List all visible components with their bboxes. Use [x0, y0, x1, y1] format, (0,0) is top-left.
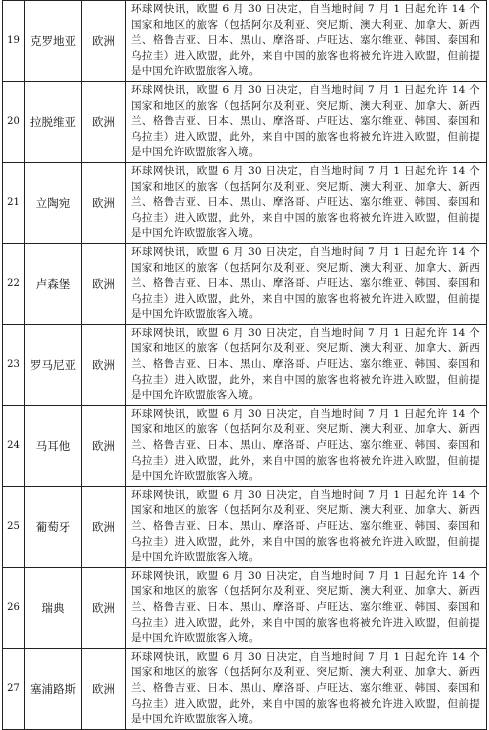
table-row	[3, 324, 487, 405]
policy-text: 环球网快讯，欧盟 6 月 30 日决定，自当地时间 7 月 1 日起允许 14 个国家和地区的旅客（包括阿尔及利亚、突尼斯、澳大利亚、加拿大、新西兰、格鲁吉亚、日本、黑山、摩洛哥、卢旺达、塞尔维亚、韩国、泰国和乌拉圭）进入欧盟，此外，来自中国的旅客也将被允许进入欧盟，但前提是中国允许欧盟旅客入境。	[126, 486, 487, 567]
policy-text: 环球网快讯，欧盟 6 月 30 日决定，自当地时间 7 月 1 日起允许 14 个国家和地区的旅客（包括阿尔及利亚、突尼斯、澳大利亚、加拿大、新西兰、格鲁吉亚、日本、黑山、摩洛哥、卢旺达、塞尔维亚、韩国、泰国和乌拉圭）进入欧盟，此外，来自中国的旅客也将被允许进入欧盟，但前提是中国允许欧盟旅客入境。	[126, 162, 487, 243]
region-name: 欧洲	[82, 243, 126, 324]
table-row	[3, 405, 487, 486]
table-row	[3, 243, 487, 324]
country-name: 拉脱维亚	[25, 81, 82, 162]
row-number: 21	[3, 162, 25, 243]
row-number: 24	[3, 405, 25, 486]
table-row	[3, 1, 487, 82]
region-name: 欧洲	[82, 324, 126, 405]
policy-text: 环球网快讯，欧盟 6 月 30 日决定，自当地时间 7 月 1 日起允许 14 个国家和地区的旅客（包括阿尔及利亚、突尼斯、澳大利亚、加拿大、新西兰、格鲁吉亚、日本、黑山、摩洛哥、卢旺达、塞尔维亚、韩国、泰国和乌拉圭）进入欧盟，此外，来自中国的旅客也将被允许进入欧盟，但前提是中国允许欧盟旅客入境。	[126, 243, 487, 324]
row-number: 25	[3, 486, 25, 567]
row-number: 26	[3, 567, 25, 648]
table-row	[3, 486, 487, 567]
policy-text: 环球网快讯，欧盟 6 月 30 日决定，自当地时间 7 月 1 日起允许 14 个国家和地区的旅客（包括阿尔及利亚、突尼斯、澳大利亚、加拿大、新西兰、格鲁吉亚、日本、黑山、摩洛哥、卢旺达、塞尔维亚、韩国、泰国和乌拉圭）进入欧盟，此外，来自中国的旅客也将被允许进入欧盟，但前提是中国允许欧盟旅客入境。	[126, 81, 487, 162]
row-number: 22	[3, 243, 25, 324]
policy-text: 环球网快讯，欧盟 6 月 30 日决定，自当地时间 7 月 1 日起允许 14 个国家和地区的旅客（包括阿尔及利亚、突尼斯、澳大利亚、加拿大、新西兰、格鲁吉亚、日本、黑山、摩洛哥、卢旺达、塞尔维亚、韩国、泰国和乌拉圭）进入欧盟，此外，来自中国的旅客也将被允许进入欧盟，但前提是中国允许欧盟旅客入境。	[126, 567, 487, 648]
country-name: 卢森堡	[25, 243, 82, 324]
table-row	[3, 81, 487, 162]
policy-text: 环球网快讯，欧盟 6 月 30 日决定，自当地时间 7 月 1 日起允许 14 个国家和地区的旅客（包括阿尔及利亚、突尼斯、澳大利亚、加拿大、新西兰、格鲁吉亚、日本、黑山、摩洛哥、卢旺达、塞尔维亚、韩国、泰国和乌拉圭）进入欧盟，此外，来自中国的旅客也将被允许进入欧盟，但前提是中国允许欧盟旅客入境。	[126, 1, 487, 82]
row-number: 20	[3, 81, 25, 162]
country-name: 克罗地亚	[25, 1, 82, 82]
region-name: 欧洲	[82, 405, 126, 486]
policy-text: 环球网快讯，欧盟 6 月 30 日决定，自当地时间 7 月 1 日起允许 14 个国家和地区的旅客（包括阿尔及利亚、突尼斯、澳大利亚、加拿大、新西兰、格鲁吉亚、日本、黑山、摩洛哥、卢旺达、塞尔维亚、韩国、泰国和乌拉圭）进入欧盟，此外，来自中国的旅客也将被允许进入欧盟，但前提是中国允许欧盟旅客入境。	[126, 324, 487, 405]
country-entry-table	[2, 0, 487, 730]
region-name: 欧洲	[82, 81, 126, 162]
country-name: 瑞典	[25, 567, 82, 648]
policy-text: 环球网快讯，欧盟 6 月 30 日决定，自当地时间 7 月 1 日起允许 14 个国家和地区的旅客（包括阿尔及利亚、突尼斯、澳大利亚、加拿大、新西兰、格鲁吉亚、日本、黑山、摩洛哥、卢旺达、塞尔维亚、韩国、泰国和乌拉圭）进入欧盟，此外，来自中国的旅客也将被允许进入欧盟，但前提是中国允许欧盟旅客入境。	[126, 405, 487, 486]
region-name: 欧洲	[82, 1, 126, 82]
region-name: 欧洲	[82, 648, 126, 729]
country-name: 葡萄牙	[25, 486, 82, 567]
row-number: 27	[3, 648, 25, 729]
policy-text: 环球网快讯，欧盟 6 月 30 日决定，自当地时间 7 月 1 日起允许 14 个国家和地区的旅客（包括阿尔及利亚、突尼斯、澳大利亚、加拿大、新西兰、格鲁吉亚、日本、黑山、摩洛哥、卢旺达、塞尔维亚、韩国、泰国和乌拉圭）进入欧盟，此外，来自中国的旅客也将被允许进入欧盟，但前提是中国允许欧盟旅客入境。	[126, 648, 487, 729]
country-name: 塞浦路斯	[25, 648, 82, 729]
table-row	[3, 162, 487, 243]
region-name: 欧洲	[82, 486, 126, 567]
country-name: 立陶宛	[25, 162, 82, 243]
region-name: 欧洲	[82, 162, 126, 243]
country-name: 罗马尼亚	[25, 324, 82, 405]
row-number: 19	[3, 1, 25, 82]
region-name: 欧洲	[82, 567, 126, 648]
country-name: 马耳他	[25, 405, 82, 486]
row-number: 23	[3, 324, 25, 405]
table-row	[3, 648, 487, 729]
table-row	[3, 567, 487, 648]
